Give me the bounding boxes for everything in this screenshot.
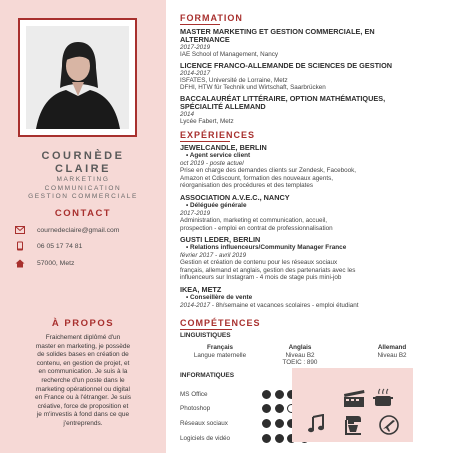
about-line: créative, force de proposition et — [37, 402, 129, 410]
role-text: Relations influenceurs/Community Manager France — [190, 244, 347, 251]
about-line: j'entreprends. — [63, 419, 103, 427]
rating-dot-filled — [262, 404, 271, 413]
competences-divider — [180, 329, 232, 330]
about-line: recherche d'un poste dans le — [41, 376, 125, 384]
contact-heading: CONTACT — [54, 208, 112, 219]
skill-video-software — [180, 434, 290, 444]
formation-date: 2014-2017 — [180, 70, 211, 77]
competences-heading: COMPÉTENCES — [180, 318, 261, 328]
tagline — [0, 176, 166, 202]
language-french — [190, 344, 250, 359]
about-text — [8, 334, 158, 429]
language-level: Niveau B2 — [285, 351, 315, 359]
about-heading: À PROPOS — [51, 318, 115, 329]
about-line: marketing opérationnel ou digital — [36, 385, 130, 393]
tagline-line: GESTION COMMERCIALE — [28, 193, 138, 200]
rating-dot-filled — [262, 434, 271, 443]
about-line: de solides bases en création de — [37, 351, 129, 359]
full-name — [0, 150, 166, 176]
skill-ms-office — [180, 390, 290, 400]
skill-label: Photoshop — [180, 405, 211, 412]
job-role: • Déléguée générale — [186, 202, 247, 209]
tagline-line: COMMUNICATION — [44, 184, 122, 192]
formation-title: BACCALAURÉAT LITTÉRAIRE, OPTION MATHÉMATIQUES, — [180, 94, 386, 103]
role-text: Conseillère de vente — [190, 294, 253, 301]
company-name: GUSTI LEDER, BERLIN — [180, 235, 261, 244]
contact-phone[interactable] — [15, 240, 82, 252]
email-text: cournedeclaire@gmail.com — [37, 226, 120, 234]
contact-address — [15, 257, 74, 269]
sidebar — [0, 0, 166, 453]
formation-title: LICENCE FRANCO-ALLEMANDE DE SCIENCES DE GESTION — [180, 61, 393, 70]
music-icon — [306, 414, 326, 439]
formation-title: SPÉCIALITÉ ALLEMAND — [180, 102, 266, 111]
language-name: Anglais — [288, 344, 312, 351]
about-line: master en marketing, je possède — [35, 342, 131, 350]
language-name: Allemand — [377, 344, 407, 351]
job-role: • Relations influenceurs/Community Manager France — [186, 244, 347, 251]
skill-photoshop — [180, 404, 290, 414]
job-date: février 2017 - avril 2019 — [180, 252, 247, 259]
language-name: Français — [207, 344, 233, 351]
job-desc: français, allemand et anglais, gestion des partenariats avec les — [180, 266, 356, 274]
job-desc: Prise en charge des demandes clients sur Zendesk, Facebook, — [180, 167, 357, 174]
job-date: 2017-2019 — [180, 210, 211, 217]
interests-panel — [292, 368, 413, 442]
profile-photo — [26, 26, 129, 129]
experiences-heading: EXPÉRIENCES — [180, 130, 256, 140]
tagline-line: MARKETING — [56, 176, 110, 183]
job-desc-text: - 8h/semaine et vacances scolaires - emploi étudiant — [210, 302, 359, 309]
travel-icon — [378, 414, 400, 441]
language-level: Langue maternelle — [193, 351, 247, 359]
company-name: ASSOCIATION A.V.E.C., NANCY — [180, 193, 290, 202]
job-desc: influenceurs sur Instagram - 4 mois de stage puis mini-job — [180, 274, 342, 281]
formation-school: IAE School of Management, Nancy — [180, 51, 279, 58]
skill-social-media — [180, 419, 290, 429]
home-icon — [15, 258, 25, 268]
about-line: en communication. Je suis à la — [38, 368, 128, 376]
last-name: COURNÈDE — [41, 150, 125, 162]
language-extra: TOEIC : 890 — [282, 359, 318, 366]
formation-date: 2014 — [180, 111, 195, 118]
formation-school: Lycée Fabert, Metz — [180, 118, 234, 125]
first-name: CLAIRE — [55, 163, 111, 175]
job-desc: prospection - emploi en contrat de professionnalisation — [180, 224, 333, 232]
formation-title: ALTERNANCE — [180, 35, 230, 44]
job-desc — [180, 302, 359, 310]
job-desc: Amazon et Cdiscount, formation des nouveaux agents, — [180, 174, 333, 182]
rating-dot-filled — [275, 434, 284, 443]
formation-heading: FORMATION — [180, 13, 243, 23]
job-date: oct 2019 - poste actuel — [180, 160, 244, 167]
job-role: • Agent service client — [186, 152, 251, 159]
about-line: contenu, en gestion de projet, et — [36, 359, 130, 367]
stand-mixer-icon — [342, 414, 364, 441]
formation-title: MASTER MARKETING ET GESTION COMMERCIALE, EN — [180, 27, 375, 36]
formation-school: DFHI, HTW für Technik und Wirtschaft, Saarbrücken — [180, 84, 326, 91]
formation-school: ISFATES, Université de Lorraine, Metz — [180, 77, 288, 84]
rating-dot-filled — [275, 404, 284, 413]
rating-dot-filled — [275, 390, 284, 399]
rating-dot-filled — [275, 419, 284, 428]
job-desc: réorganisation des procédures et des templates — [180, 182, 314, 189]
address-text: 57000, Metz — [37, 259, 75, 267]
job-desc: Gestion et création de contenu pour les réseaux sociaux — [180, 259, 338, 266]
skill-label: MS Office — [180, 391, 208, 398]
about-line: Fraichement diplômé d'un — [45, 334, 121, 341]
contact-email[interactable] — [15, 224, 119, 236]
language-english — [272, 344, 328, 367]
rating-dot-filled — [262, 390, 271, 399]
language-level: Niveau B2 — [377, 351, 407, 359]
formation-divider — [180, 24, 220, 25]
role-text: Agent service client — [189, 152, 251, 159]
job-role: • Conseillère de vente — [186, 294, 253, 301]
cooking-icon — [372, 388, 394, 413]
phone-icon — [15, 241, 25, 251]
language-german — [364, 344, 420, 359]
skill-label: Logiciels de vidéo — [180, 435, 231, 442]
email-icon — [15, 225, 25, 235]
experiences-divider — [180, 141, 230, 142]
languages-heading: LINGUISTIQUES — [180, 332, 231, 339]
role-text: Déléguée générale — [190, 202, 247, 209]
about-line: je m'investis à fond dans ce que — [36, 411, 130, 419]
job-desc: Administration, marketing et communication, accueil, — [180, 217, 327, 224]
about-line: en France ou à l'étranger. Je suis — [35, 394, 131, 402]
phone-text: 06 05 17 74 81 — [37, 242, 83, 250]
cinema-icon — [342, 388, 366, 413]
job-date: 2014-2017 — [180, 302, 211, 309]
company-name: IKEA, METZ — [180, 285, 222, 294]
photo-frame — [18, 18, 137, 137]
it-heading: INFORMATIQUES — [180, 372, 235, 379]
formation-date: 2017-2019 — [180, 44, 211, 51]
skill-label: Réseaux sociaux — [180, 420, 228, 427]
company-name: JEWELCANDLE, BERLIN — [180, 143, 267, 152]
rating-dot-filled — [262, 419, 271, 428]
